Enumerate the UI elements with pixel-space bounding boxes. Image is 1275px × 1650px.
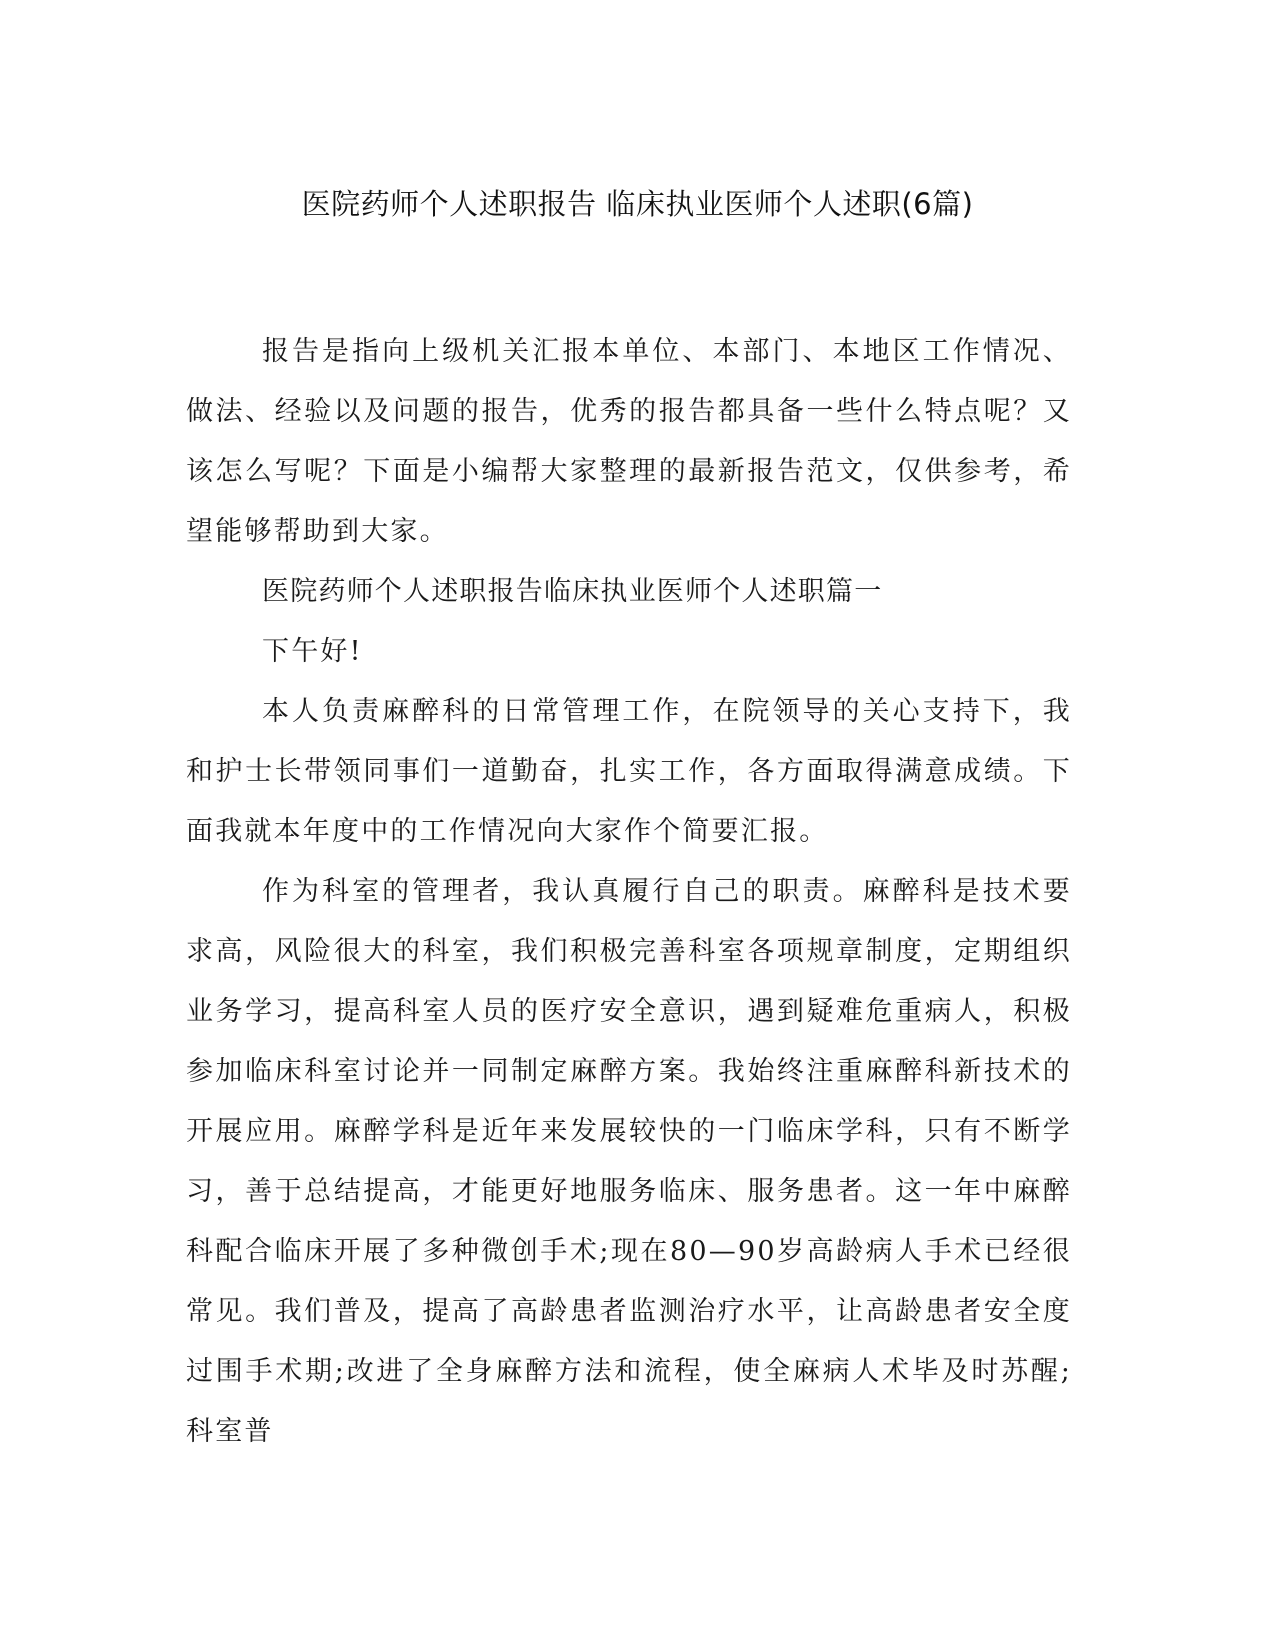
body-paragraph: 作为科室的管理者，我认真履行自己的职责。麻醉科是技术要求高，风险很大的科室，我们积极完善科室各项规章制度，定期组织业务学习，提高科室人员的医疗安全意识，遇到疑难危重病人，积极参加临床科室讨论并一同制定麻醉方案。我始终注重麻醉科新技术的开展应用。麻醉学科是近年来发展较快的一门临床学科，只有不断学习，善于总结提高，才能更好地服务临床、服务患者。这一年中麻醉科配合临床开展了多种微创手术;现在80—90岁高龄病人手术已经很常见。我们普及，提高了高龄患者监测治疗水平，让高龄患者安全度过围手术期;改进了全身麻醉方法和流程，使全麻病人术毕及时苏醒;科室普 [186, 876, 1072, 1447]
body-paragraph: 本人负责麻醉科的日常管理工作，在院领导的关心支持下，我和护士长带领同事们一道勤奋，扎实工作，各方面取得满意成绩。下面我就本年度中的工作情况向大家作个简要汇报。 [186, 696, 1072, 847]
greeting-paragraph: 下午好! [262, 636, 363, 667]
intro-paragraph: 报告是指向上级机关汇报本单位、本部门、本地区工作情况、做法、经验以及问题的报告，优秀的报告都具备一些什么特点呢？又该怎么写呢？下面是小编帮大家整理的最新报告范文，仅供参考，希望能够帮助到大家。 [186, 336, 1072, 547]
document-title: 医院药师个人述职报告 临床执业医师个人述职(6篇) [301, 187, 974, 221]
section-heading: 医院药师个人述职报告临床执业医师个人述职篇一 [262, 576, 883, 607]
document-body [186, 322, 1072, 1462]
